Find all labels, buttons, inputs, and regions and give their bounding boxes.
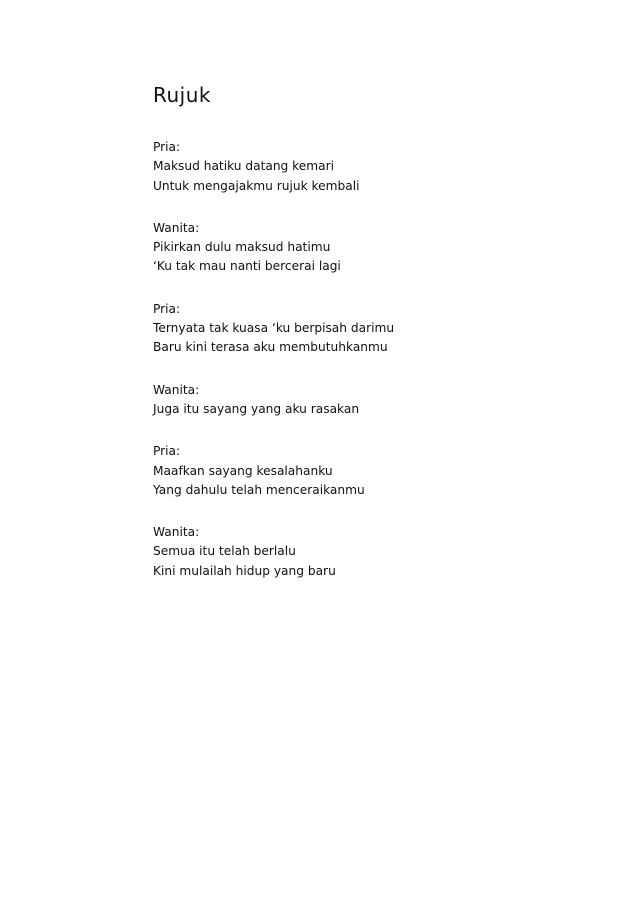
lyric-line: Yang dahulu telah menceraikanmu [153,482,365,497]
stanza-list [153,138,573,581]
lyric-line: Baru kini terasa aku membutuhkanmu [153,340,388,355]
speaker-label: Pria: [153,301,181,316]
lyrics-document [153,82,573,604]
lyric-line: Maafkan sayang kesalahanku [153,463,333,478]
stanza [153,381,573,420]
speaker-label: Pria: [153,444,181,459]
speaker-label: Wanita: [153,220,200,235]
stanza [153,138,573,196]
stanza [153,300,573,358]
lyric-line: Juga itu sayang yang aku rasakan [153,401,360,416]
speaker-label: Pria: [153,140,181,154]
stanza [153,442,573,500]
lyric-line: Kini mulailah hidup yang baru [153,563,336,578]
lyric-line: Untuk mengajakmu rujuk kembali [153,178,360,193]
lyric-line: Maksud hatiku datang kemari [153,159,335,174]
lyric-line: Semua itu telah berlalu [153,544,296,559]
speaker-label: Wanita: [153,525,200,540]
stanza [153,523,573,581]
lyric-line: ‘Ku tak mau nanti bercerai lagi [153,259,341,274]
lyric-line: Pikirkan dulu maksud hatimu [153,240,331,255]
lyric-line: Ternyata tak kuasa ‘ku berpisah darimu [153,321,395,336]
speaker-label: Wanita: [153,382,200,397]
stanza [153,219,573,277]
document-title: Rujuk [153,83,211,107]
